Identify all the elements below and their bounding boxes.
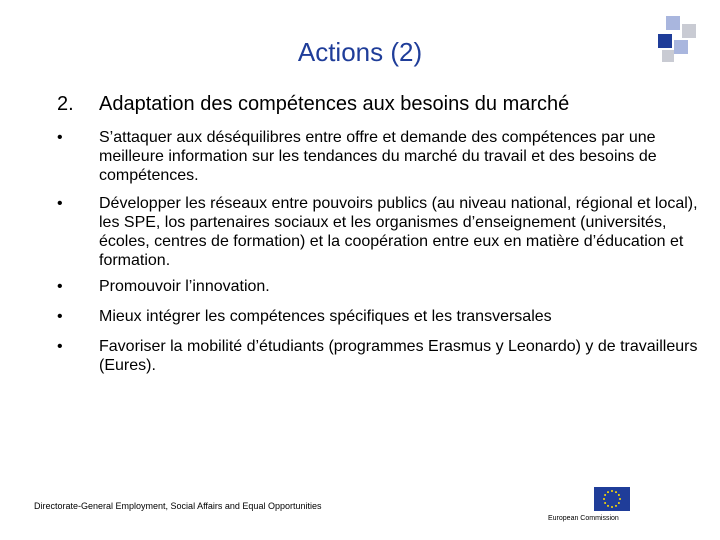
footer-commission: European Commission [548, 515, 619, 522]
heading-text: Adaptation des compétences aux besoins du marché [99, 93, 570, 115]
bullet-text: Développer les réseaux entre pouvoirs publics (au niveau national, régional et local), les SPE, los partenaires sociaux et les organismes d’enseignement (universités, écoles, centres de formation) et la coopération entre eux en matière d’éducation et formation. [99, 195, 698, 269]
bullet-marker: • [57, 338, 63, 355]
footer-directorate: Directorate-General Employment, Social Affairs and Equal Opportunities [34, 501, 322, 511]
page-title: Actions (2) [297, 37, 423, 67]
bullet-marker: • [57, 195, 63, 212]
eu-flag-icon [594, 487, 630, 511]
bullet-text: Favoriser la mobilité d’étudiants (programmes Erasmus y Leonardo) y de travailleurs (Eures). [99, 338, 698, 374]
bullet-marker: • [57, 129, 63, 146]
bullet-text: Mieux intégrer les compétences spécifiques et les transversales [99, 308, 552, 325]
bullet-marker: • [57, 308, 63, 325]
bullet-marker: • [57, 278, 63, 295]
bullet-text: Promouvoir l’innovation. [99, 278, 270, 295]
bullet-text: S’attaquer aux déséquilibres entre offre et demande des compétences par une meilleure information sur les tendances du marché du travail et des besoins de compétences. [99, 129, 657, 184]
heading-number: 2. [57, 93, 74, 115]
squares-logo-icon [656, 16, 696, 64]
